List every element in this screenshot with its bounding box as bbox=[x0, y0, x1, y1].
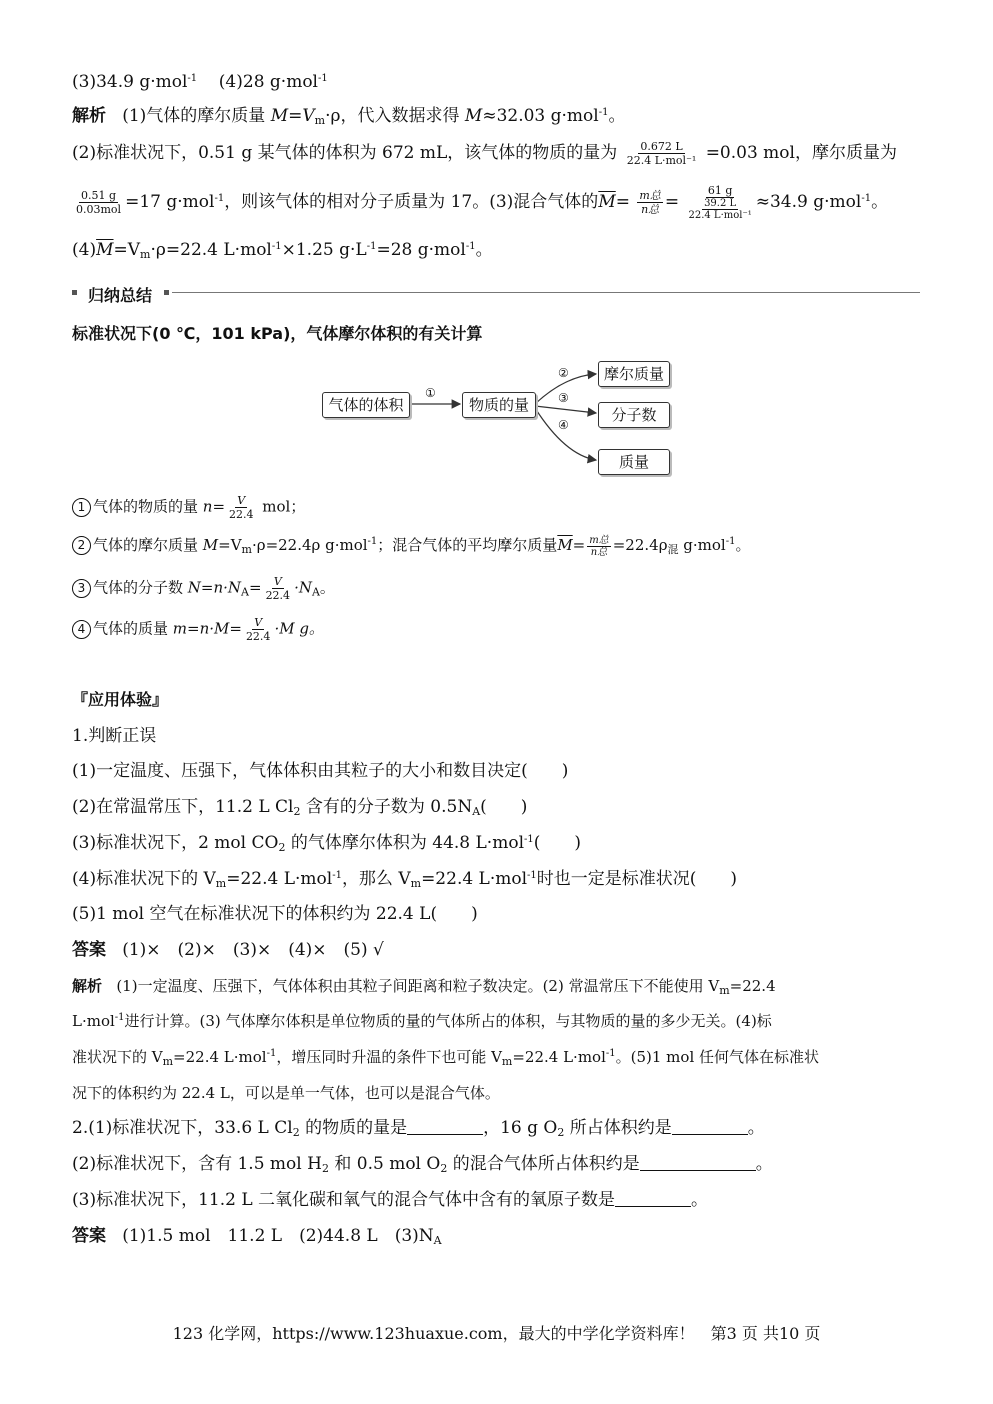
q2-item-1: 2.(1)标准状况下，33.6 L $Cl_2$ 的物质的量是 ，16 g $O_2$ 所占体积约是 。 bbox=[72, 1118, 765, 1139]
bullet-square-icon bbox=[72, 290, 77, 295]
q1-item-4: (4)标准状况下的 $V_m=22.4$ L·mol$^{-1}$，那么 $V_m=22.4$ L·mol$^{-1}$时也一定是标准状况( ) bbox=[72, 869, 738, 890]
complex-fraction: $\frac{61 g}{\frac{39.2 L}{\text{22.4 L·mol⁻¹}}}$ bbox=[688, 184, 752, 221]
q1-title: 1.判断正误 bbox=[72, 726, 157, 746]
explanation-line-2: (2)标准状况下，0.51 g 某气体的体积为 672 mL，该气体的物质的量为 $\frac{0.672 L}{\text{22.4 L·mol⁻¹}}$ =0.03 mol，摩尔质量为 bbox=[72, 140, 897, 167]
step-label-1: ① bbox=[425, 386, 436, 400]
explanation-line-4: $(4)\overline{M}=V_m\cdot\rho=22.4$ L·mol$^{-1}$×1.25 $g\cdot L^{-1}=28$ g·mol$^{-1}$。 bbox=[72, 240, 493, 261]
answer-blank[interactable] bbox=[672, 1118, 748, 1135]
q2-item-3: (3)标准状况下，11.2 L 二氧化碳和氧气的混合气体中含有的氧原子数是 。 bbox=[72, 1190, 709, 1210]
answer-blank[interactable] bbox=[640, 1154, 756, 1171]
q1-item-3: (3)标准状况下，2 mol $CO_2$ 的气体摩尔体积为 44.8 L·mol$^{-1}$( ) bbox=[72, 833, 582, 854]
summary-heading: 归纳总结 bbox=[72, 283, 920, 303]
formula-3: 3 气体的分子数 $N=n\cdot N_A=$ $\frac{V}{22.4}$ $\cdot N_A$。 bbox=[72, 575, 335, 602]
heading-rule bbox=[172, 292, 920, 293]
fraction: $\frac{\text{m总}}{\text{n总}}$ bbox=[639, 189, 661, 216]
page-footer: 123 化学网，https://www.123huaxue.com，最大的中学化学资料库！ 第3 页 共10 页 bbox=[172, 1324, 821, 1343]
q1-answer: 答案 (1)× (2)× (3)× (4)× (5) √ bbox=[72, 940, 384, 960]
formula-4: 4 气体的质量 m=n·M= $\frac{V}{22.4}$ ·M g。 bbox=[72, 616, 324, 643]
q1-explanation-1: 解析 (1)一定温度、压强下，气体体积由其粒子间距离和粒子数决定。(2) 常温常压下不能使用 $V_m=22.4$ bbox=[72, 977, 776, 997]
circled-number: 4 bbox=[72, 620, 91, 639]
box-mass: 质量 bbox=[598, 449, 670, 475]
answer-blank[interactable] bbox=[615, 1190, 691, 1207]
explanation-label: 解析 bbox=[72, 106, 106, 126]
arrow-3 bbox=[535, 406, 596, 413]
circled-number: 1 bbox=[72, 498, 91, 517]
box-molecule-count: 分子数 bbox=[598, 402, 670, 428]
q1-item-1: (1)一定温度、压强下，气体体积由其粒子的大小和数目决定( ) bbox=[72, 761, 569, 781]
q2-answer: 答案 (1)1.5 mol 11.2 L (2)44.8 L $(3)N_A$ bbox=[72, 1226, 442, 1247]
formula-1: 1 气体的物质的量 n= $\frac{V}{22.4}$ mol； bbox=[72, 494, 305, 521]
box-gas-volume: 气体的体积 bbox=[322, 392, 410, 418]
practice-heading: 『应用体验』 bbox=[72, 690, 169, 709]
q1-item-5: (5)1 mol 空气在标准状况下的体积约为 22.4 L( ) bbox=[72, 904, 478, 924]
box-molar-mass: 摩尔质量 bbox=[598, 361, 670, 387]
explanation-line-1: 解析 (1)气体的摩尔质量 $M=V_m\cdot\rho$，代入数据求得 M≈32.03 g·mol$^{-1}$。 bbox=[72, 106, 626, 127]
bullet-square-icon bbox=[164, 290, 169, 295]
fraction: $\frac{0.51 g}{\text{0.03mol}}$ bbox=[76, 189, 122, 216]
q1-explanation-4: 况下的体积约为 22.4 L，可以是单一气体，也可以是混合气体。 bbox=[72, 1084, 500, 1102]
box-amount-of-substance: 物质的量 bbox=[462, 392, 536, 418]
summary-intro: 标准状况下(0 ℃，101 kPa)，气体摩尔体积的有关计算 bbox=[72, 324, 483, 343]
circled-number: 2 bbox=[72, 536, 91, 555]
arrow-4 bbox=[535, 408, 596, 460]
formula-2: 2 气体的摩尔质量 $M=V_m\cdot\rho=22.4\rho$ g·mol$^{-1}$；混合气体的平均摩尔质量$\overline{M}=$ $\frac{\text{m总}}{\text{n总}}$ $=22.4\rho_混$ g·mol$^{-1}$。 bbox=[72, 533, 751, 558]
explanation-line-3: $\frac{0.51 g}{\text{0.03mol}}$ =17 g·mol$^{-1}$，则该气体的相对分子质量为 17。(3)混合气体的$\overline{M}=$ $\frac{\text{m总}}{\text{n总}}$ = $\frac{61 g}{\frac{39.2 L}{\text{22.4 L·mol⁻¹}}}$ ≈34.9 g·mol$^{-1}$。 bbox=[76, 184, 889, 221]
step-label-3: ③ bbox=[558, 391, 569, 405]
answer-line-3-4: (3)34.9 g·mol$^{-1}$ (4)28 g·mol$^{-1}$ bbox=[72, 72, 328, 92]
fraction: $\frac{0.672 L}{\text{22.4 L·mol⁻¹}}$ bbox=[626, 140, 697, 167]
step-label-4: ④ bbox=[558, 418, 569, 432]
q1-explanation-2: L·mol$^{-1}$进行计算。(3) 气体摩尔体积是单位物质的量的气体所占的体积，与其物质的量的多少无关。(4)标 bbox=[72, 1012, 772, 1030]
q1-explanation-3: 准状况下的 $V_m=22.4$ L·mol$^{-1}$，增压同时升温的条件下也可能 $V_m=22.4$ L·mol$^{-1}$。(5)1 mol 任何气体在标准状 bbox=[72, 1048, 820, 1068]
circled-number: 3 bbox=[72, 579, 91, 598]
q1-item-2: (2)在常温常压下，11.2 L $Cl_2$ 含有的分子数为 $0.5N_A$( ) bbox=[72, 797, 528, 818]
answer-blank[interactable] bbox=[407, 1118, 483, 1135]
q2-item-2: (2)标准状况下，含有 1.5 mol $H_2$ 和 0.5 mol $O_2$ 的混合气体所占体积约是 。 bbox=[72, 1154, 773, 1175]
step-label-2: ② bbox=[558, 366, 569, 380]
